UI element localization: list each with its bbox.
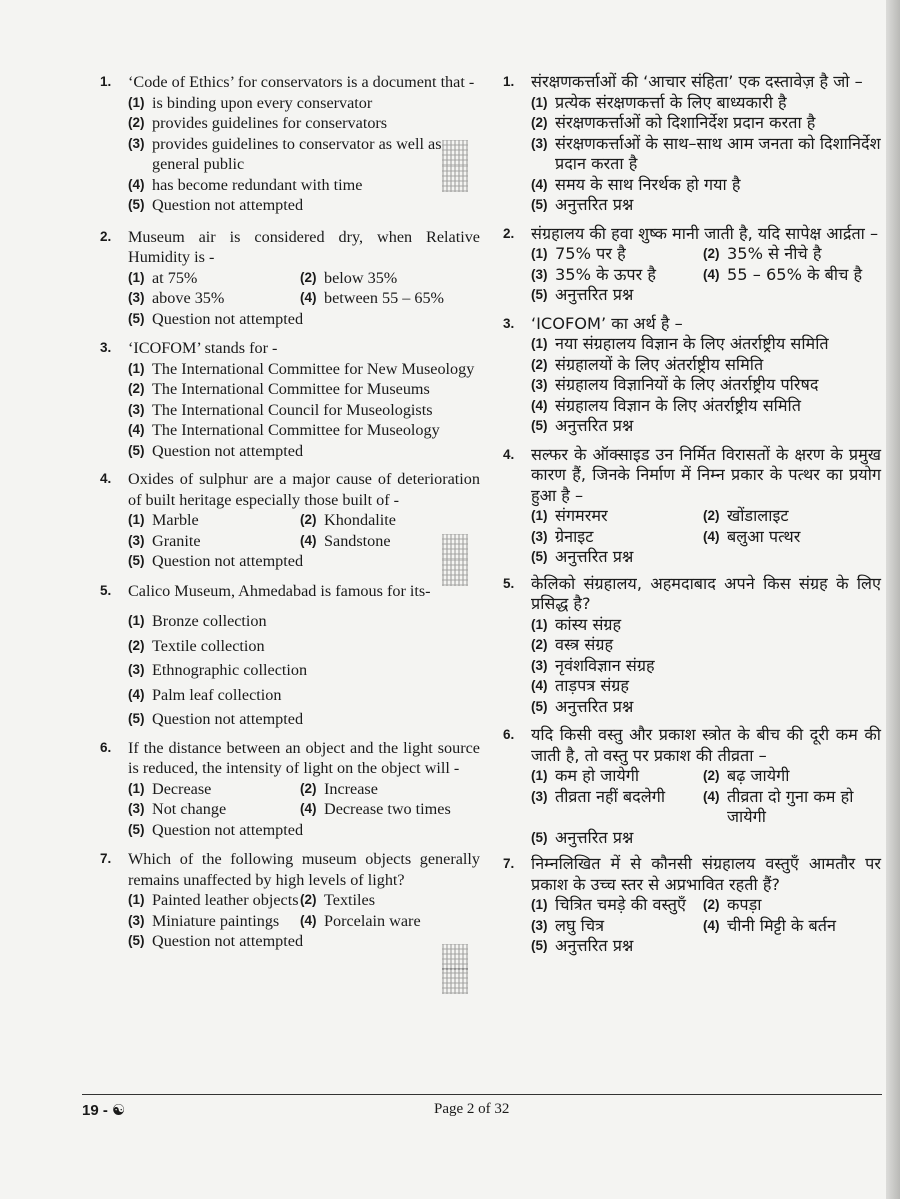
option-number: (2) bbox=[531, 115, 548, 130]
option-number: (1) bbox=[531, 246, 548, 261]
options-list bbox=[531, 506, 881, 568]
option-number: (3) bbox=[128, 532, 145, 548]
option-item bbox=[703, 895, 881, 916]
option-item bbox=[128, 441, 480, 462]
question-number: 1. bbox=[100, 74, 112, 89]
question-block bbox=[100, 72, 480, 216]
option-number: (2) bbox=[300, 892, 317, 907]
option-item bbox=[128, 636, 480, 657]
option-text: अनुत्तरित प्रश्न bbox=[555, 827, 634, 847]
option-item bbox=[531, 527, 703, 548]
question-block bbox=[100, 227, 480, 330]
option-item bbox=[128, 309, 480, 330]
question-number: 4. bbox=[100, 471, 112, 486]
question-stem: संरक्षणकर्त्ताओं की ‘आचार संहिता’ एक दस्तावेज़ है जो – bbox=[531, 72, 863, 91]
option-text: Miniature paintings bbox=[152, 911, 280, 930]
option-text: provides guidelines for conservators bbox=[152, 114, 388, 132]
options-list bbox=[128, 779, 480, 841]
option-text: लघु चित्र bbox=[555, 915, 605, 935]
option-number: (5) bbox=[531, 197, 548, 212]
option-text: Khondalite bbox=[324, 511, 396, 529]
option-item bbox=[128, 175, 480, 196]
question-number: 6. bbox=[503, 727, 515, 742]
question-block bbox=[100, 338, 480, 461]
options-list bbox=[128, 93, 480, 216]
option-number: (2) bbox=[703, 508, 720, 523]
question-block bbox=[503, 445, 881, 568]
option-number: (1) bbox=[531, 768, 548, 783]
option-item bbox=[128, 660, 480, 681]
question-number: 2. bbox=[100, 228, 112, 244]
question-block bbox=[100, 849, 480, 952]
question-number: 7. bbox=[100, 851, 112, 866]
option-item bbox=[531, 355, 881, 376]
option-item bbox=[128, 531, 300, 552]
option-text: संग्रहालय विज्ञानियों के लिए अंतर्राष्ट्रीय परिषद bbox=[555, 375, 819, 394]
option-item bbox=[703, 244, 881, 265]
option-text: ताड़पत्र संग्रह bbox=[555, 676, 630, 695]
option-number: (1) bbox=[128, 780, 145, 796]
option-number: (1) bbox=[531, 616, 548, 632]
option-text: बढ़ जायेगी bbox=[727, 766, 790, 785]
options-list bbox=[531, 334, 881, 437]
option-item bbox=[128, 611, 480, 632]
qr-code-mark bbox=[442, 140, 468, 166]
option-text: The International Council for Museologists bbox=[152, 400, 433, 419]
option-item bbox=[531, 766, 703, 787]
option-number: (3) bbox=[531, 528, 548, 544]
options-list bbox=[128, 359, 480, 462]
option-number: (3) bbox=[128, 290, 145, 305]
option-text: चित्रित चमड़े की वस्तुएँ bbox=[555, 895, 686, 914]
option-text: Question not attempted bbox=[152, 710, 304, 728]
option-item bbox=[300, 890, 480, 911]
option-number: (5) bbox=[128, 442, 145, 458]
option-number: (5) bbox=[531, 549, 548, 564]
option-text: The International Committee for Museums bbox=[152, 380, 430, 398]
option-text: Textiles bbox=[324, 891, 376, 909]
option-text: above 35% bbox=[152, 289, 225, 307]
options-list bbox=[128, 890, 480, 952]
option-number: (4) bbox=[128, 686, 145, 702]
option-item bbox=[531, 547, 881, 568]
option-text: बलुआ पत्थर bbox=[727, 526, 801, 546]
option-item bbox=[531, 416, 881, 437]
option-text: ग्रेनाइट bbox=[555, 526, 594, 546]
question-block bbox=[503, 854, 881, 957]
page-edge-shadow bbox=[886, 0, 900, 1199]
option-number: (3) bbox=[531, 917, 548, 933]
option-item bbox=[128, 820, 480, 841]
option-number: (5) bbox=[531, 287, 548, 302]
page-footer bbox=[82, 1094, 882, 1125]
option-text: Question not attempted bbox=[152, 820, 304, 839]
option-number: (1) bbox=[531, 897, 548, 912]
option-text: वस्त्र संग्रह bbox=[555, 635, 614, 654]
option-text: Increase bbox=[324, 779, 378, 798]
question-stem: केलिको संग्रहालय, अहमदाबाद अपने किस संग्रह के लिए प्रसिद्ध है? bbox=[531, 573, 881, 613]
option-text: Marble bbox=[152, 511, 199, 529]
question-number: 3. bbox=[100, 340, 112, 355]
question-number: 3. bbox=[503, 315, 515, 331]
option-number: (4) bbox=[300, 532, 317, 548]
option-item bbox=[128, 551, 480, 572]
option-text: has become redundant with time bbox=[152, 175, 363, 194]
option-number: (2) bbox=[531, 356, 548, 372]
option-text: Not change bbox=[152, 800, 227, 818]
option-text: Ethnographic collection bbox=[152, 661, 308, 679]
option-item bbox=[531, 895, 703, 916]
option-text: Decrease bbox=[152, 779, 212, 798]
qr-code-mark bbox=[442, 968, 468, 994]
options-list bbox=[128, 268, 480, 330]
option-number: (4) bbox=[128, 176, 145, 192]
option-number: (4) bbox=[531, 397, 548, 413]
option-text: Sandstone bbox=[324, 531, 391, 550]
option-text: अनुत्तरित प्रश्न bbox=[555, 195, 634, 214]
option-item bbox=[128, 911, 300, 932]
option-text: provides guidelines to conservator as well as general public bbox=[152, 134, 442, 173]
option-item bbox=[128, 359, 480, 380]
option-number: (2) bbox=[300, 780, 317, 796]
option-text: between 55 – 65% bbox=[324, 289, 445, 307]
option-number: (3) bbox=[128, 401, 145, 417]
option-number: (3) bbox=[128, 801, 145, 816]
option-number: (2) bbox=[128, 115, 145, 130]
option-item bbox=[300, 268, 480, 289]
option-number: (3) bbox=[531, 377, 548, 392]
option-item bbox=[300, 779, 480, 800]
option-item bbox=[128, 379, 480, 400]
option-number: (4) bbox=[703, 528, 720, 544]
option-text: Palm leaf collection bbox=[152, 685, 282, 704]
option-number: (5) bbox=[128, 553, 145, 568]
options-list bbox=[531, 766, 881, 848]
option-text: तीव्रता नहीं बदलेगी bbox=[555, 786, 666, 806]
question-block bbox=[503, 725, 881, 848]
question-stem: सल्फर के ऑक्साइड उन निर्मित विरासतों के क्षरण के प्रमुख कारण हैं, जिनके निर्माण में निम्न प्रकार के पत्थर का प्रयोग हुआ है – bbox=[531, 444, 881, 505]
english-column bbox=[100, 72, 480, 952]
question-number: 7. bbox=[503, 856, 515, 871]
option-item bbox=[703, 265, 881, 286]
option-number: (5) bbox=[128, 933, 145, 948]
option-text: नया संग्रहालय विज्ञान के लिए अंतर्राष्ट्रीय समिति bbox=[555, 334, 829, 353]
option-text: Decrease two times bbox=[324, 800, 451, 818]
option-text: below 35% bbox=[324, 268, 398, 287]
option-text: at 75% bbox=[152, 268, 198, 287]
option-item bbox=[128, 420, 480, 441]
option-item bbox=[531, 334, 881, 355]
option-item bbox=[128, 685, 480, 706]
option-item bbox=[128, 400, 480, 421]
option-text: Question not attempted bbox=[152, 441, 304, 460]
option-item bbox=[300, 288, 480, 309]
option-text: कांस्य संग्रह bbox=[555, 614, 622, 634]
option-item bbox=[531, 265, 703, 286]
option-number: (4) bbox=[531, 176, 548, 192]
option-text: अनुत्तरित प्रश्न bbox=[555, 547, 634, 566]
option-text: Question not attempted bbox=[152, 309, 304, 328]
option-item bbox=[531, 175, 881, 196]
option-number: (2) bbox=[703, 246, 720, 261]
option-number: (5) bbox=[128, 197, 145, 212]
question-block bbox=[503, 574, 881, 718]
question-stem: Oxides of sulphur are a major cause of deterioration of built heritage especially those built of - bbox=[128, 470, 480, 509]
option-text: Bronze collection bbox=[152, 612, 267, 630]
option-item bbox=[128, 890, 300, 911]
option-number: (5) bbox=[531, 829, 548, 845]
options-list bbox=[531, 93, 881, 216]
option-number: (4) bbox=[300, 912, 317, 928]
question-block bbox=[100, 738, 480, 841]
option-item bbox=[703, 527, 881, 548]
option-text: कपड़ा bbox=[727, 895, 762, 914]
option-number: (3) bbox=[531, 266, 548, 282]
option-number: (3) bbox=[128, 912, 145, 928]
qr-code-mark bbox=[442, 166, 468, 192]
option-text: is binding upon every conservator bbox=[152, 93, 373, 112]
option-item bbox=[531, 656, 881, 677]
option-item bbox=[128, 195, 480, 216]
option-text: अनुत्तरित प्रश्न bbox=[555, 285, 634, 304]
option-number: (4) bbox=[300, 290, 317, 305]
option-text: अनुत्तरित प्रश्न bbox=[555, 416, 634, 435]
option-number: (5) bbox=[128, 821, 145, 837]
option-number: (2) bbox=[128, 381, 145, 396]
option-item bbox=[128, 113, 480, 134]
qr-code-mark bbox=[442, 944, 468, 970]
option-text: समय के साथ निरर्थक हो गया है bbox=[555, 174, 741, 194]
option-number: (1) bbox=[531, 94, 548, 110]
option-number: (4) bbox=[703, 266, 720, 282]
option-number: (1) bbox=[128, 269, 145, 285]
option-text: प्रत्येक संरक्षणकर्त्ता के लिए बाध्यकारी है bbox=[555, 92, 787, 112]
option-text: अनुत्तरित प्रश्न bbox=[555, 936, 634, 955]
option-item bbox=[531, 697, 881, 718]
option-number: (3) bbox=[128, 135, 145, 151]
option-text: चीनी मिट्टी के बर्तन bbox=[727, 915, 836, 935]
option-item bbox=[531, 134, 881, 175]
option-item bbox=[128, 93, 480, 114]
question-stem: Which of the following museum objects generally remains unaffected by high levels of light? bbox=[128, 850, 480, 889]
options-list bbox=[128, 510, 480, 572]
question-stem: यदि किसी वस्तु और प्रकाश स्त्रोत के बीच की दूरी कम की जाती है, तो वस्तु पर प्रकाश की तीव्रता – bbox=[531, 725, 881, 765]
option-text: संगमरमर bbox=[555, 506, 608, 525]
question-stem: ‘ICOFOM’ का अर्थ है – bbox=[531, 313, 683, 333]
option-number: (5) bbox=[531, 698, 548, 714]
options-list bbox=[531, 895, 881, 957]
option-number: (3) bbox=[531, 135, 548, 151]
option-number: (1) bbox=[531, 508, 548, 523]
option-item bbox=[128, 268, 300, 289]
question-block bbox=[100, 469, 480, 572]
question-number: 5. bbox=[100, 582, 112, 598]
option-text: संरक्षणकर्त्ताओं को दिशानिर्देश प्रदान करता है bbox=[555, 113, 816, 132]
option-number: (2) bbox=[300, 512, 317, 527]
option-text: Painted leather objects bbox=[152, 891, 299, 909]
option-number: (5) bbox=[128, 711, 145, 726]
option-text: संग्रहालय विज्ञान के लिए अंतर्राष्ट्रीय समिति bbox=[555, 395, 801, 415]
option-number: (2) bbox=[703, 897, 720, 912]
option-item bbox=[128, 931, 480, 952]
option-item bbox=[703, 506, 881, 527]
option-item bbox=[531, 936, 881, 957]
options-list bbox=[531, 615, 881, 718]
option-item bbox=[128, 799, 300, 820]
options-list bbox=[128, 611, 480, 730]
option-item bbox=[531, 615, 881, 636]
option-number: (2) bbox=[300, 269, 317, 285]
option-number: (1) bbox=[531, 336, 548, 351]
option-text: संरक्षणकर्त्ताओं के साथ–साथ आम जनता को दिशानिर्देश प्रदान करता है bbox=[555, 133, 881, 173]
question-number: 5. bbox=[503, 575, 515, 591]
page-number: Page 2 of 32 bbox=[434, 1101, 510, 1117]
question-block bbox=[503, 224, 881, 306]
option-number: (1) bbox=[128, 892, 145, 907]
question-stem: ‘Code of Ethics’ for conservators is a document that - bbox=[128, 73, 475, 91]
option-number: (1) bbox=[128, 512, 145, 527]
question-stem: ‘ICOFOM’ stands for - bbox=[128, 339, 278, 357]
option-text: Question not attempted bbox=[152, 932, 304, 950]
question-stem: निम्नलिखित में से कौनसी संग्रहालय वस्तुएँ आमतौर पर प्रकाश के उच्च स्तर से अप्रभावित रहती हैं? bbox=[531, 854, 881, 894]
option-text: The International Committee for Museology bbox=[152, 421, 440, 439]
question-number: 6. bbox=[100, 739, 112, 755]
option-item bbox=[531, 828, 881, 849]
option-number: (2) bbox=[128, 637, 145, 653]
option-item bbox=[531, 916, 703, 937]
hindi-column bbox=[503, 72, 881, 957]
option-number: (4) bbox=[703, 788, 720, 804]
option-number: (3) bbox=[531, 788, 548, 804]
option-number: (4) bbox=[300, 801, 317, 816]
option-item bbox=[128, 779, 300, 800]
option-text: संग्रहालयों के लिए अंतर्राष्ट्रीय समिति bbox=[555, 354, 764, 374]
option-item bbox=[531, 195, 881, 216]
question-block bbox=[503, 72, 881, 216]
option-item bbox=[531, 285, 881, 306]
option-item bbox=[531, 635, 881, 656]
option-text: Question not attempted bbox=[152, 552, 304, 570]
option-item bbox=[531, 787, 703, 828]
option-text: अनुत्तरित प्रश्न bbox=[555, 696, 634, 716]
option-item bbox=[128, 134, 480, 175]
option-number: (5) bbox=[128, 310, 145, 326]
option-item bbox=[531, 244, 703, 265]
option-item bbox=[300, 911, 480, 932]
option-item bbox=[128, 288, 300, 309]
option-text: 55 – 65% के बीच है bbox=[727, 264, 863, 284]
question-stem: Museum air is considered dry, when Relative Humidity is - bbox=[128, 227, 480, 266]
question-number: 4. bbox=[503, 446, 515, 462]
option-text: नृवंशविज्ञान संग्रह bbox=[555, 655, 655, 675]
option-number: (3) bbox=[128, 662, 145, 677]
question-stem: Calico Museum, Ahmedabad is famous for its- bbox=[128, 581, 431, 600]
option-text: तीव्रता दो गुना कम हो जायेगी bbox=[727, 786, 854, 826]
options-list bbox=[531, 244, 881, 306]
option-item bbox=[703, 766, 881, 787]
booklet-code: 19 - ☯ bbox=[82, 1102, 126, 1119]
option-number: (1) bbox=[128, 360, 145, 376]
option-text: The International Committee for New Museology bbox=[152, 359, 475, 378]
option-text: Question not attempted bbox=[152, 196, 304, 214]
option-item bbox=[531, 396, 881, 417]
option-number: (1) bbox=[128, 94, 145, 110]
option-text: 35% के ऊपर है bbox=[555, 264, 656, 284]
option-item bbox=[531, 93, 881, 114]
option-number: (1) bbox=[128, 613, 145, 628]
option-item bbox=[531, 375, 881, 396]
option-number: (5) bbox=[531, 418, 548, 433]
option-item bbox=[531, 113, 881, 134]
option-item bbox=[300, 510, 480, 531]
option-item bbox=[531, 676, 881, 697]
option-item bbox=[128, 709, 480, 730]
option-number: (5) bbox=[531, 938, 548, 953]
option-item bbox=[703, 916, 881, 937]
option-text: 75% पर है bbox=[555, 244, 626, 263]
option-text: Textile collection bbox=[152, 636, 265, 655]
option-item bbox=[128, 510, 300, 531]
option-text: 35% से नीचे है bbox=[727, 244, 822, 263]
option-item bbox=[300, 799, 480, 820]
option-item bbox=[531, 506, 703, 527]
qr-code-mark bbox=[442, 560, 468, 586]
question-stem: संग्रहालय की हवा शुष्क मानी जाती है, यदि सापेक्ष आर्द्रता – bbox=[531, 223, 879, 243]
question-block bbox=[503, 314, 881, 437]
question-number: 2. bbox=[503, 225, 515, 241]
option-number: (4) bbox=[531, 678, 548, 693]
option-number: (3) bbox=[531, 657, 548, 673]
question-block bbox=[100, 581, 480, 730]
option-number: (4) bbox=[128, 422, 145, 437]
option-number: (2) bbox=[531, 637, 548, 652]
option-item bbox=[703, 787, 881, 828]
question-stem: If the distance between an object and the light source is reduced, the intensity of light on the object will - bbox=[128, 738, 480, 777]
option-text: खोंडालाइट bbox=[727, 506, 789, 525]
qr-code-mark bbox=[442, 534, 468, 560]
option-number: (2) bbox=[703, 768, 720, 783]
option-text: Granite bbox=[152, 531, 201, 550]
option-text: Porcelain ware bbox=[324, 911, 421, 930]
option-number: (4) bbox=[703, 917, 720, 933]
option-text: कम हो जायेगी bbox=[555, 766, 640, 785]
question-number: 1. bbox=[503, 74, 515, 89]
